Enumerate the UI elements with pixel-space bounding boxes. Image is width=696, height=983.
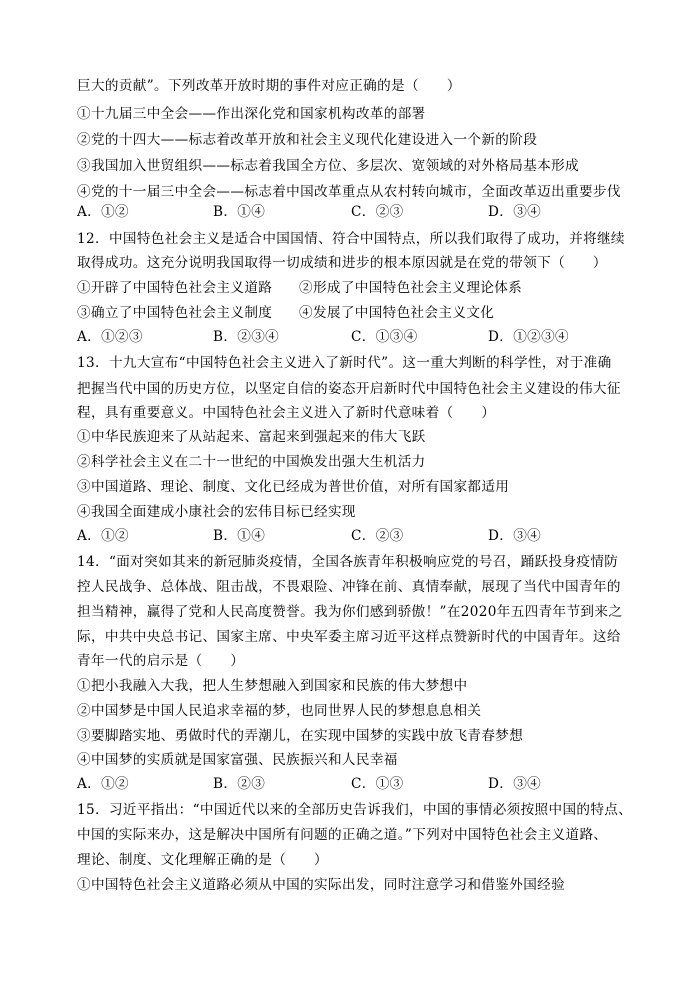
question-14-stem-line-3: 担当精神，赢得了党和人民高度赞誉。我为你们感到骄傲！”在2020年五四青年节到来之 (77, 604, 623, 620)
question-13-stem-line-1: 13．十九大宣布“中国特色社会主义进入了新时代”。这一重大判断的科学性，对于准确 (77, 355, 612, 371)
question-14-stem-line-2: 控人民战争、总体战、阻击战，不畏艰险、冲锋在前、真情奉献，展现了当代中国青年的 (77, 579, 621, 595)
question-11-option-b: B．①④ (213, 204, 266, 220)
question-15-item-1: ①中国特色社会主义道路必须从中国的实际出发，同时注意学习和借鉴外国经验 (77, 877, 566, 893)
question-14-item-3: ③要脚踏实地、勇做时代的弄潮儿，在实现中国梦的实践中放飞青春梦想 (77, 728, 524, 744)
question-13-item-3: ③中国道路、理论、制度、文化已经成为普世价值，对所有国家都适用 (77, 479, 510, 495)
question-12-option-b: B．②③④ (213, 329, 280, 345)
question-11-option-c: C．②③ (351, 204, 404, 220)
question-11-item-4: ④党的十一届三中全会——标志着中国改革重点从农村转向城市，全面改革迈出重要步伐 (77, 184, 621, 200)
question-14-option-d: D．③④ (488, 776, 542, 792)
question-14-item-1: ①把小我融入大我，把人生梦想融入到国家和民族的伟大梦想中 (77, 678, 468, 694)
question-15-stem-line-2: 中国的实际来办，这是解决中国所有问题的正确之道。”下列对中国特色社会主义道路、 (77, 827, 608, 843)
question-14-stem-line-4: 际，中共中央总书记、国家主席、中央军委主席习近平这样点赞新时代的中国青年。这给 (77, 629, 621, 645)
question-13-stem-line-2: 把握当代中国的历史方位，以坚定自信的姿态开启新时代中国特色社会主义建设的伟大征 (77, 381, 621, 397)
question-13-option-d: D．③④ (488, 528, 542, 544)
question-11-stem-tail: 巨大的贡献”。下列改革开放时期的事件对应正确的是（ ） (77, 78, 461, 94)
question-11-item-2: ②党的十四大——标志着改革开放和社会主义现代化建设进入一个新的阶段 (77, 132, 538, 148)
question-12-stem-line-2: 取得成功。这充分说明我国取得一切成绩和进步的根本原因就是在党的带领下（ ） (77, 255, 607, 271)
question-13-option-b: B．①④ (213, 528, 266, 544)
question-13-option-c: C．②③ (351, 528, 404, 544)
question-14-item-2: ②中国梦是中国人民追求幸福的梦，也同世界人民的梦想息息相关 (77, 703, 482, 719)
question-12-option-d: D．①②③④ (488, 329, 569, 345)
question-11-item-3: ③我国加入世贸组织——标志着我国全方位、多层次、宽领域的对外格局基本形成 (77, 158, 579, 174)
question-14-stem-line-1: 14．“面对突如其来的新冠肺炎疫情，全国各族青年积极响应党的号召，踊跃投身疫情防 (77, 554, 619, 570)
question-14-stem-line-5: 青年一代的启示是（ ） (77, 653, 245, 669)
question-13-item-4: ④我国全面建成小康社会的宏伟目标已经实现 (77, 504, 356, 520)
question-15-stem-line-3: 理论、制度、文化理解正确的是（ ） (77, 852, 328, 868)
question-11-option-d: D．③④ (488, 204, 542, 220)
question-12-item-2: ②形成了中国特色社会主义理论体系 (299, 280, 523, 296)
question-13-option-a: A．①② (77, 528, 129, 544)
question-12-option-c: C．①③④ (351, 329, 418, 345)
question-14-option-b: B．②③ (213, 776, 266, 792)
question-13-item-2: ②科学社会主义在二十一世纪的中国焕发出强大生机活力 (77, 454, 426, 470)
question-12-item-1: ①开辟了中国特色社会主义道路 (77, 280, 273, 296)
question-12-item-4: ④发展了中国特色社会主义文化 (299, 305, 495, 321)
question-15-stem-line-1: 15．习近平指出：“中国近代以来的全部历史告诉我们，中国的事情必须按照中国的特点、 (77, 802, 633, 818)
question-13-stem-line-3: 程，具有重要意义。中国特色社会主义进入了新时代意味着（ ） (77, 405, 496, 421)
question-14-option-a: A．①② (77, 776, 129, 792)
question-12-stem-line-1: 12．中国特色社会主义是适合中国国情、符合中国特点，所以我们取得了成功，并将继续 (77, 231, 625, 247)
question-14-option-c: C．①③ (351, 776, 404, 792)
question-12-item-3: ③确立了中国特色社会主义制度 (77, 305, 273, 321)
question-11-option-a: A．①② (77, 204, 129, 220)
question-11-item-1: ①十九届三中全会——作出深化党和国家机构改革的部署 (77, 106, 426, 122)
question-13-item-1: ①中华民族迎来了从站起来、富起来到强起来的伟大飞跃 (77, 429, 426, 445)
question-14-item-4: ④中国梦的实质就是国家富强、民族振兴和人民幸福 (77, 752, 398, 768)
question-12-option-a: A．①②③ (77, 329, 143, 345)
